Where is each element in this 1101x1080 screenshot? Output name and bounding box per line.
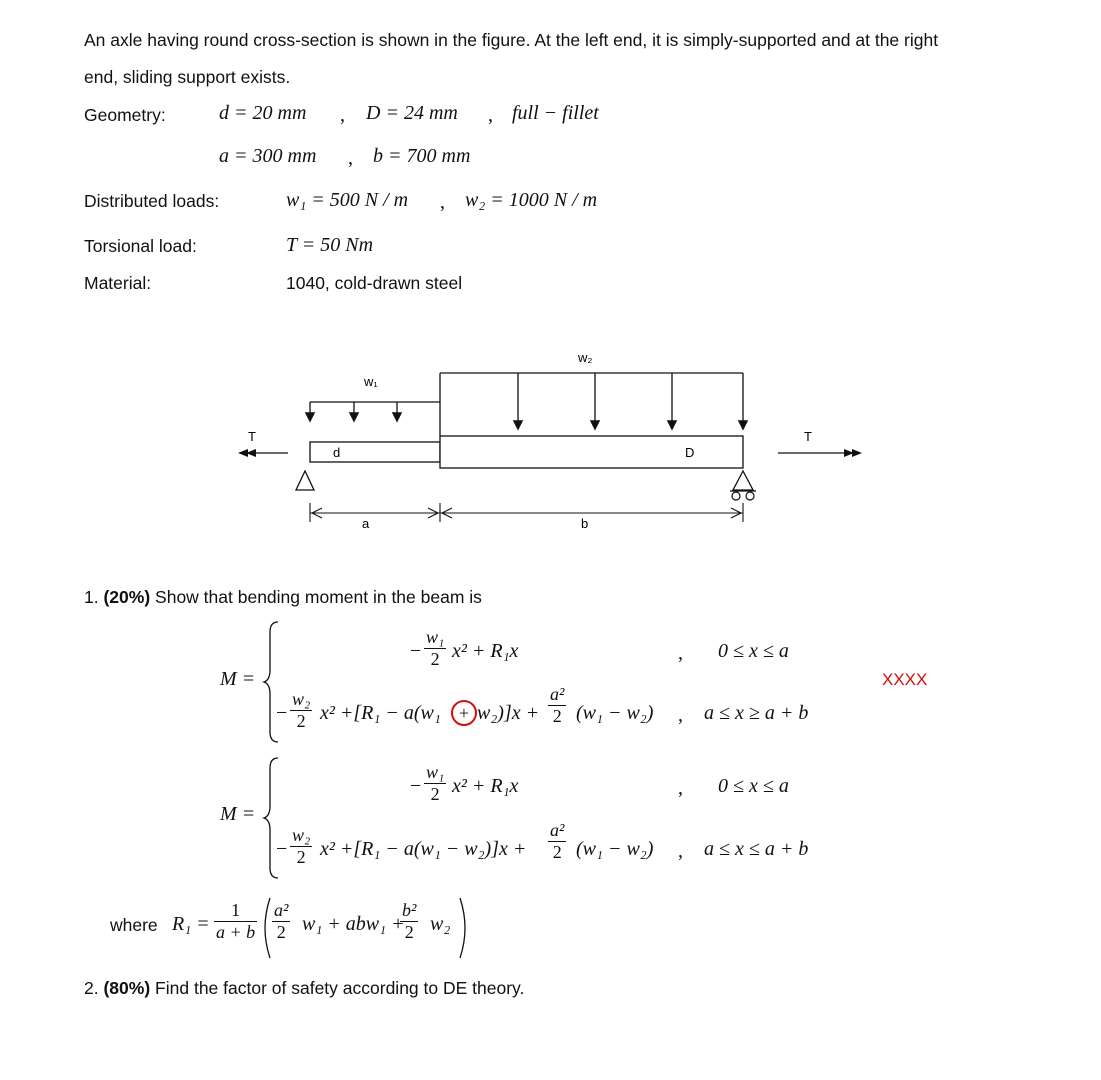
eq2-row2-c: (w₁ − w₂) (576, 838, 654, 860)
eq1-row1-comma: , (678, 642, 683, 664)
loads-w2: w₂ = 1000 N / m (465, 189, 598, 211)
where-frac-den: a + b (216, 922, 256, 942)
eq1-row2-minus: − (276, 702, 288, 724)
torsion-value: T = 50 Nm (286, 234, 374, 256)
where-frac-b2-den: 2 (404, 922, 414, 942)
eq1-circled-plus: + (451, 700, 477, 726)
eq2-frac-a2-num: a² (550, 820, 565, 840)
eq2-row2-comma: , (678, 840, 683, 862)
eq2-brace (262, 756, 282, 880)
intro-line-1: An axle having round cross-section is shown in the figure. At the left end, it is simply-supported and at the right (84, 30, 939, 50)
eq1-error-mark: XXXX (882, 670, 928, 689)
eq1-row1-minus: − (410, 640, 422, 662)
figure-w2-label: w₂ (578, 350, 593, 365)
torsion-label: Torsional load: (84, 236, 197, 256)
eq1-M: M = (220, 668, 256, 690)
eq2-M: M = (220, 803, 256, 825)
eq2-row2-a: x² +[R₁ − a(w₁ − w₂)]x + (320, 838, 527, 860)
eq1-row2-b: w₂)]x + (477, 702, 540, 724)
eq2-row2-range: a ≤ x ≤ a + b (704, 838, 809, 860)
figure-d-label: d (333, 445, 341, 460)
eq1-frac-a2-num: a² (550, 684, 565, 704)
where-label: where (110, 915, 158, 935)
eq1-brace (262, 620, 282, 744)
torque-right-arrowhead (844, 449, 862, 457)
q1-text: Show that bending moment in the beam is (155, 587, 482, 607)
where-frac-a2-num: a² (274, 900, 289, 920)
shaft-large-section (440, 436, 743, 468)
eq2-frac-a2 (548, 820, 566, 863)
roller-wheel (732, 492, 740, 500)
eq2-frac-w2-den: 2 (296, 847, 306, 867)
eq1-row2-a: x² +[R₁ − a(w₁ (320, 702, 441, 724)
eq2-frac-w2-num: w₂ (292, 825, 311, 845)
eq1-frac-w1 (424, 627, 446, 670)
intro-line-2: end, sliding support exists. (84, 67, 291, 87)
eq2-row1-tail: x² + R₁x (452, 775, 519, 797)
figure-w1-label: w₁ (364, 374, 378, 389)
geometry-fillet: full − fillet (512, 102, 599, 124)
where-frac-a2-den: 2 (276, 922, 286, 942)
eq2-frac-w2 (290, 825, 312, 868)
where-frac-a2 (272, 900, 290, 943)
geometry-sep-3: , (348, 147, 353, 169)
geometry-a: a = 300 mm (219, 145, 317, 167)
eq1-row2-range: a ≤ x ≥ a + b (704, 702, 809, 724)
q2-text: Find the factor of safety according to DE theory. (155, 978, 525, 998)
eq2-row1-comma: , (678, 777, 683, 799)
q1-number: 1. (84, 587, 99, 607)
eq2-frac-w1-den: 2 (430, 784, 440, 804)
where-tail: w₂ (430, 913, 451, 935)
eq1-row1-range: 0 ≤ x ≤ a (718, 640, 789, 662)
figure-T-left: T (248, 429, 256, 444)
eq2-frac-w1 (424, 762, 446, 805)
geometry-d: d = 20 mm (219, 102, 307, 124)
geometry-label: Geometry: (84, 105, 166, 125)
eq1-frac-w2-num: w₂ (292, 689, 311, 709)
eq2-row2-minus: − (276, 838, 288, 860)
eq1-frac-w2 (290, 689, 312, 732)
material-label: Material: (84, 273, 152, 293)
q1-percent: (20%) (103, 587, 151, 607)
loads-w1: w₁ = 500 N / m (286, 189, 409, 211)
where-frac-num: 1 (214, 900, 257, 922)
pin-support (296, 471, 314, 490)
geometry-sep-1: , (340, 104, 345, 126)
where-right-paren (458, 896, 472, 960)
figure-b-label: b (581, 516, 589, 531)
geometry-D: D = 24 mm (366, 102, 458, 124)
figure-a-label: a (362, 516, 370, 531)
eq1-frac-a2 (548, 684, 566, 727)
eq1-frac-w1-den: 2 (430, 649, 440, 669)
q1-heading (84, 587, 482, 608)
geometry-b: b = 700 mm (373, 145, 471, 167)
where-mid: w₁ + abw₁ + (302, 913, 405, 935)
q2-percent: (80%) (103, 978, 151, 998)
eq1-frac-w2-den: 2 (296, 711, 306, 731)
material-value: 1040, cold-drawn steel (286, 273, 463, 293)
eq2-frac-a2-den: 2 (552, 842, 562, 862)
eq1-row2-c: (w₁ − w₂) (576, 702, 654, 724)
where-frac-1-over-ab (214, 900, 257, 943)
roller-wheel (746, 492, 754, 500)
where-frac-b2-num: b² (402, 900, 417, 920)
eq1-frac-a2-den: 2 (552, 706, 562, 726)
q2-heading (84, 978, 524, 999)
eq1-row1-tail: x² + R₁x (452, 640, 519, 662)
eq2-row1-range: 0 ≤ x ≤ a (718, 775, 789, 797)
shaft-small-section (310, 442, 440, 462)
eq1-frac-w1-num: w₁ (426, 627, 445, 647)
eq2-row1-minus: − (410, 775, 422, 797)
loads-label: Distributed loads: (84, 191, 220, 211)
figure-D-label: D (685, 445, 695, 460)
roller-support (733, 471, 753, 490)
geometry-sep-2: , (488, 104, 493, 126)
where-R1: R₁ = (172, 913, 210, 935)
where-left-paren (258, 896, 272, 960)
axle-figure (220, 340, 880, 540)
q2-number: 2. (84, 978, 99, 998)
loads-sep: , (440, 191, 445, 213)
where-frac-b2 (400, 900, 418, 943)
figure-T-right: T (804, 429, 812, 444)
eq1-row2-comma: , (678, 704, 683, 726)
eq2-frac-w1-num: w₁ (426, 762, 445, 782)
torque-left-arrowhead (238, 449, 256, 457)
